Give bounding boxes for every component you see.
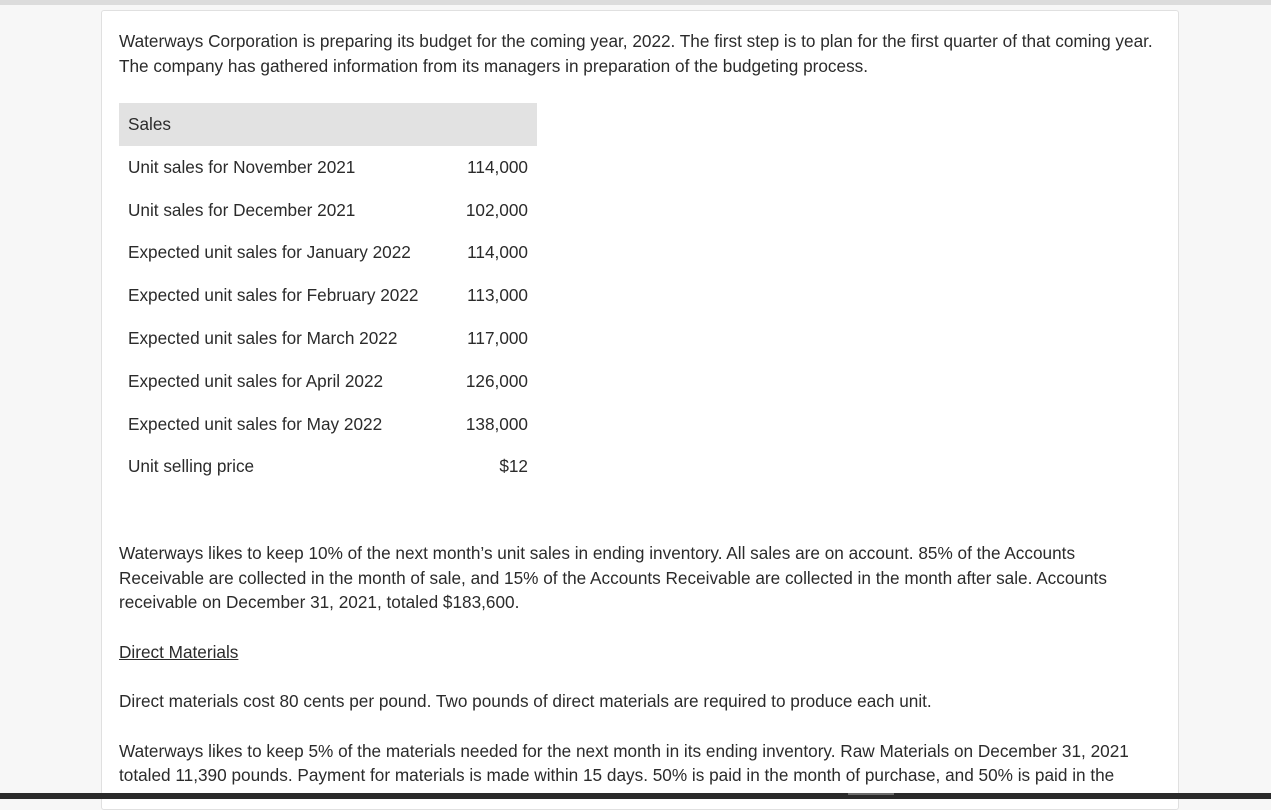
table-row: [119, 146, 537, 189]
materials-policy-paragraph: Waterways likes to keep 5% of the materials needed for the next month in its ending inventory. Raw Materials on December 31, 2021 totaled 11,390 pounds. Payment for materials is made within 15 days. 50% is paid in the month of purchase, and 50% is paid in the: [119, 740, 1129, 786]
row-value: 138,000: [465, 413, 528, 434]
row-value: 126,000: [465, 370, 528, 391]
row-value: 114,000: [467, 242, 528, 263]
row-label: Expected unit sales for May 2022: [128, 413, 383, 434]
row-value: 102,000: [465, 199, 528, 220]
row-value: 114,000: [467, 156, 528, 177]
scrollbar-thumb[interactable]: [848, 793, 894, 795]
top-divider: [0, 0, 1271, 5]
intro-paragraph: Waterways Corporation is preparing its budget for the coming year, 2022. The first step is to plan for the first quarter of that coming year. The company has gathered information from its managers in preparation of the budgeting process.: [119, 31, 1153, 76]
materials-cost-paragraph: Direct materials cost 80 cents per pound. Two pounds of direct materials are required to produce each unit.: [119, 691, 932, 712]
row-label: Unit selling price: [128, 456, 255, 477]
table-row: [119, 403, 537, 446]
problem-card: [101, 10, 1179, 810]
direct-materials-heading: Direct Materials: [119, 641, 239, 662]
row-label: Unit sales for December 2021: [128, 199, 356, 220]
sales-table-header: Sales: [119, 103, 537, 146]
table-row: [119, 360, 537, 403]
sales-table-header-row: [119, 103, 537, 146]
table-row: [119, 446, 537, 489]
row-value: 117,000: [467, 328, 528, 349]
problem-content: [119, 29, 1159, 788]
table-row: [119, 317, 537, 360]
table-row: [119, 274, 537, 317]
inventory-paragraph: Waterways likes to keep 10% of the next month’s unit sales in ending inventory. All sales are on account. 85% of the Accounts Receivable are collected in the month of sale, and 15% of the Accounts Receivable are collected in the month after sale. Accounts receivable on December 31, 2021, totaled $183,600.: [119, 543, 1107, 613]
horizontal-scrollbar[interactable]: [0, 793, 1271, 799]
table-row: [119, 189, 537, 232]
row-label: Expected unit sales for April 2022: [128, 370, 384, 391]
row-label: Expected unit sales for February 2022: [128, 285, 419, 306]
table-row: [119, 232, 537, 275]
row-label: Expected unit sales for January 2022: [128, 242, 411, 263]
row-label: Expected unit sales for March 2022: [128, 328, 398, 349]
row-value: $12: [499, 456, 528, 477]
sales-table: [119, 103, 537, 488]
row-value: 113,000: [467, 285, 528, 306]
row-label: Unit sales for November 2021: [128, 156, 356, 177]
